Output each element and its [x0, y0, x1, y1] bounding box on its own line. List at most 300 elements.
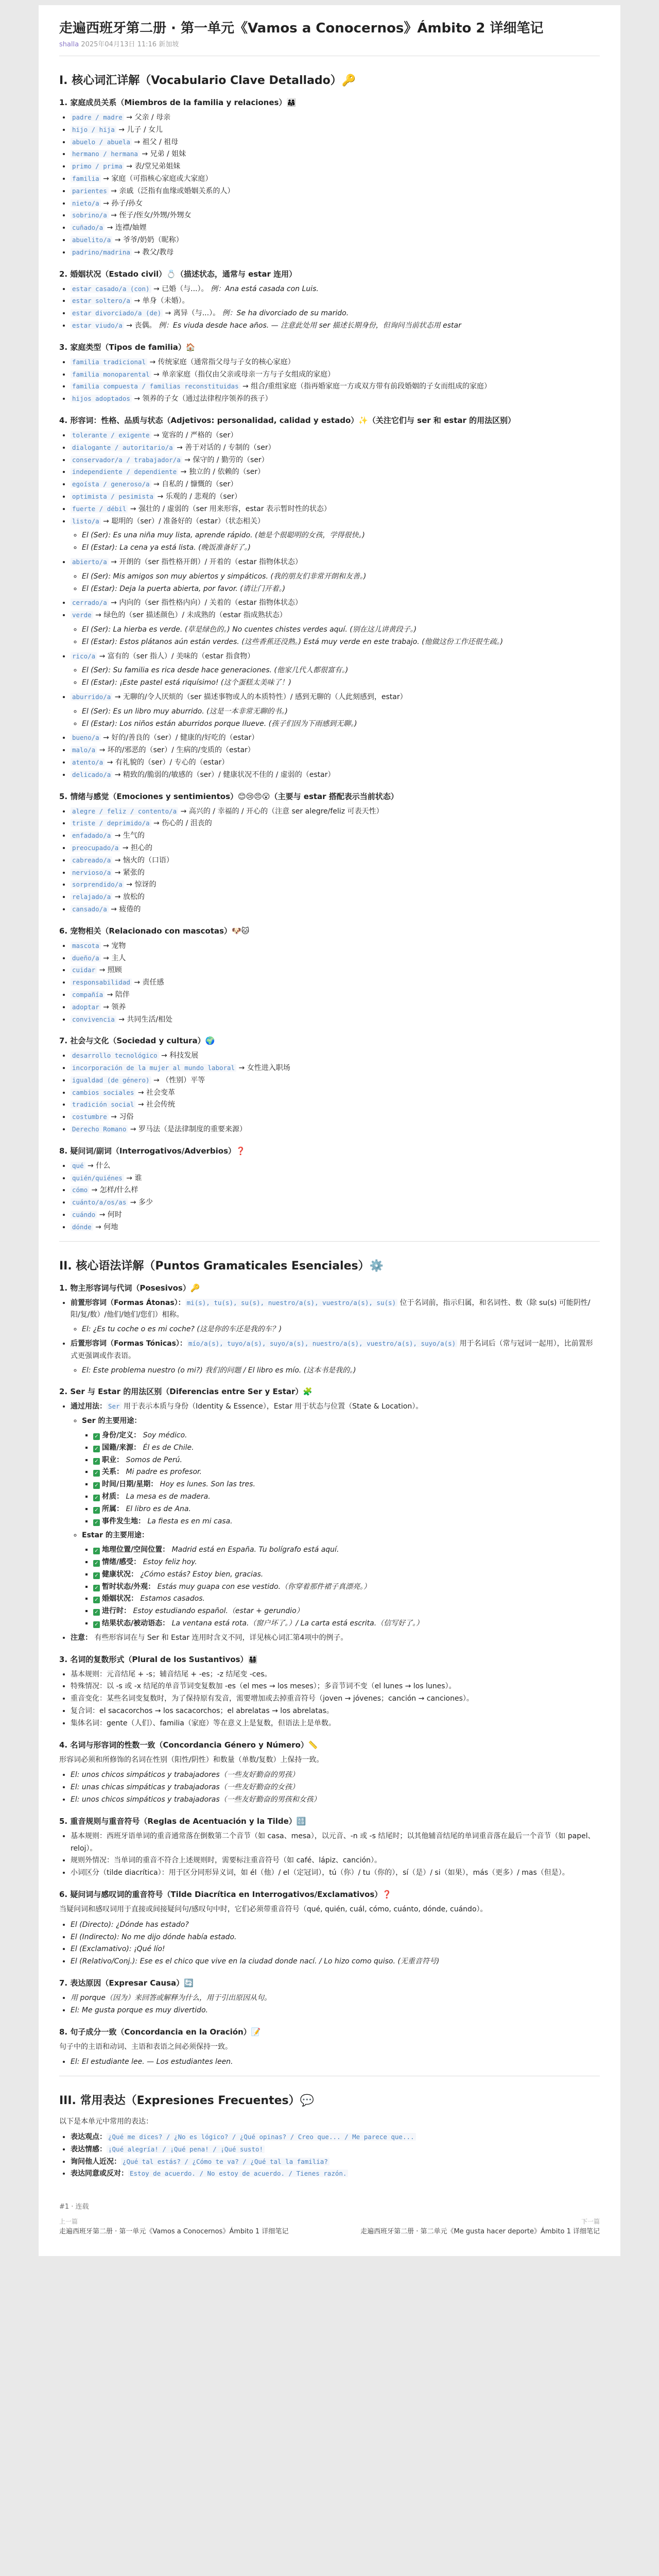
list-item [93, 1618, 600, 1630]
list [59, 2056, 600, 2069]
term: hijo / hija [71, 126, 116, 133]
section-heading: 5. 情绪与感觉（Emociones y sentimientos）😊😢😠😮（主要与 estar 搭配表示当前状态） [59, 791, 398, 801]
section-intro: 以下是本单元中常用的表达： [59, 2117, 153, 2126]
term: ¡Qué alegría! / ¡Qué pena! / ¡Qué susto! [107, 2145, 265, 2153]
term: quién/quiénes [71, 1174, 124, 1182]
example: La fiesta es en mi casa. [145, 1517, 233, 1526]
term: tolerante / exigente [71, 431, 151, 439]
list-item: • El: unas chicas simpáticas y trabajadoras（一些友好勤奋的女孩） [71, 1782, 600, 1794]
term: hermano / hermana [71, 150, 140, 158]
list-item: • estar soltero/a → 单身（未婚）。 [71, 295, 600, 308]
publish-date: 2025年04月13日 11:16 新加坡 [81, 41, 179, 49]
list-item: • hijo / hija → 儿子 / 女儿 [71, 124, 600, 137]
list-item: • cerrado/a → 内向的（ser 指性格内向）/ 关着的（estar 指物体状态） [71, 597, 600, 609]
check-icon: ✓ [93, 1482, 100, 1489]
example: La mesa es de madera. [124, 1493, 211, 1501]
term: mío/a(s), tuyo/a(s), suyo/a(s), nuestro/a(s), vuestro/a(s), suyo/a(s) [187, 1340, 457, 1347]
list-item: ◦ El (Estar): Estos plátanos aún están verdes. (这些香蕉还没熟。) Está muy verde en este trabajo. (他做这份工作还很生疏。) [82, 636, 600, 649]
list-item: • 注意： 有些形容词在与 Ser 和 Estar 连用时含义不同，详见核心词汇第4项中的例子。 [71, 1632, 600, 1645]
list-item: ◦ El (Ser): Es un libro muy aburrido. (这是一本非常无聊的书。) [82, 706, 600, 718]
list-item: • estar divorciado/a (de) → 离异（与...）。 例：Se ha divorciado de su marido. [71, 308, 600, 320]
list-item: • cansado/a → 疲倦的 [71, 904, 600, 916]
term: cabreado/a [71, 856, 112, 864]
list [59, 1769, 600, 1806]
term: padre / madre [71, 113, 124, 121]
list-item: • 用 porque（因为）来回答或解释为什么，用于引出原因从句。 [71, 1992, 600, 2005]
term: cuánto/a/os/as [71, 1198, 128, 1206]
list-item: • delicado/a → 精致的/脆弱的/敏感的（ser）/ 健康状况不佳的 / 虚弱的（estar） [71, 769, 600, 782]
author-link[interactable]: shalla [59, 41, 79, 49]
list-item: • estar viudo/a → 丧偶。 例：Es viuda desde hace años. — 注意此处用 ser 描述长期身份，但询问当前状态用 estar [71, 320, 600, 332]
list-item: • 特殊情况：以 -s 或 -x 结尾的单音节词变复数加 -es（el mes → los meses）；多音节词不变（el lunes → los lunes）。 [71, 1681, 600, 1693]
article-meta [59, 39, 600, 48]
label: 关系： [102, 1468, 124, 1477]
term: mascota [71, 942, 101, 950]
article-title: 走遍西班牙第二册 · 第一单元《Vamos a Conocernos》Ámbito 2 详细笔记 [59, 21, 544, 36]
list-item: ◦ El: ¿Es tu coche o es mi coche? (这是你的车还是我的车？) [82, 1324, 600, 1336]
list-item: • El (Relativo/Conj.): Ese es el chico que vive en la ciudad donde nací. / Lo hizo como quiso. (无重音符号) [71, 1956, 600, 1968]
term: tradición social [71, 1100, 135, 1108]
grammar-sections [59, 1282, 600, 2069]
label: 表达同意或反对： [71, 2170, 128, 2178]
list-item: • enfadado/a → 生气的 [71, 830, 600, 842]
list-item: • 基本规则：元音结尾 + -s；辅音结尾 + -es；-z 结尾变 -ces。 [71, 1669, 600, 1681]
list-item: • quién/quiénes → 谁 [71, 1173, 600, 1185]
term: ¿Qué me dices? / ¿No es lógico? / ¿Qué opinas? / Creo que... / Me parece que... [107, 2133, 416, 2141]
term: cerrado/a [71, 599, 109, 606]
term: enfadado/a [71, 832, 112, 839]
list-item: • sorprendido/a → 惊讶的 [71, 879, 600, 891]
list-item: • triste / deprimido/a → 伤心的 / 沮丧的 [71, 818, 600, 830]
list-item [82, 1530, 600, 1630]
check-icon: ✓ [93, 1470, 100, 1477]
list-item [93, 1605, 600, 1618]
list-item: • padrino/madrina → 教父/教母 [71, 247, 600, 259]
example: Estoy estudiando español.（estar + gerundio） [131, 1607, 304, 1616]
list-item: • costumbre → 习俗 [71, 1111, 600, 1124]
list-item: • cuidar → 照顾 [71, 964, 600, 977]
term: familia tradicional [71, 358, 147, 366]
list-item: • desarrollo tecnológico → 科技发展 [71, 1050, 600, 1062]
list-item: • 通过用法： Ser 用于表示本质与身份（Identity & Essence），Estar 用于状态与位置（State & Location）。 ◦ Ser 的主要用途： ▪ ✓ 身份/定义： Soy médico. ▪ ✓ 国籍/来源： Él es de Chile. ▪ ✓ 职业： Somos de Perú. ▪ ✓ 关系： Mi padre es profesor. ▪ ✓ 时间/日期/星期： Hoy es lunes. Son las tres. ▪ ✓ 材质： La mesa es de madera. ▪ ✓ 所属： El libro es de Ana. ▪ ✓ 事件发生地： La fiesta es en mi casa. ◦ Estar 的主要用途： ▪ ✓ 地理位置/空间位置： Madrid está en España. Tu bolígrafo está aquí. ▪ ✓ 情绪/感受： Estoy feliz hoy. ▪ ✓ 健康状况： ¿Cómo estás? Estoy bien, gracias. ▪ ✓ 暂时状态/外观： Estás muy guapa con ese vestido.（你穿着那件裙子真漂亮。） ▪ ✓ 婚姻状况： Estamos casados. ▪ ✓ 进行时： Estoy estudiando español.（estar + gerundio） ▪ ✓ 结果状态/被动语态： La ventana está rota.（窗户坏了。）/ La carta está escrita.（信写好了。） [71, 1401, 600, 1630]
term: hijos adoptados [71, 395, 132, 402]
list [59, 1669, 600, 1730]
term: cuándo [71, 1211, 97, 1218]
list-item: • convivencia → 共同生活/相处 [71, 1014, 600, 1026]
list [59, 1401, 600, 1644]
term: listo/a [71, 517, 101, 525]
list-item: • relajado/a → 放松的 [71, 891, 600, 904]
list-item: • cómo → 怎样/什么样 [71, 1184, 600, 1197]
list-item: • tolerante / exigente → 宽容的 / 严格的（ser） [71, 430, 600, 442]
term: verde [71, 611, 93, 619]
label: 健康状况： [102, 1570, 138, 1579]
list-item: ◦ El (Ser): La hierba es verde. (草是绿色的。) No cuentes chistes verdes aquí. (别在这儿讲黄段子。) [82, 624, 600, 636]
term: responsabilidad [71, 978, 132, 986]
example: Estamos casados. [138, 1595, 205, 1603]
list-item: • 基本规则：西班牙语单词的重音通常落在倒数第二个音节（如 casa、mesa），以元音、-n 或 -s 结尾时；以其他辅音结尾的单词重音落在最后一个音节（如 papel、reloj）。 [71, 1831, 600, 1855]
term: bueno/a [71, 734, 101, 741]
list-item: • egoísta / generoso/a → 自私的 / 慷慨的（ser） [71, 479, 600, 491]
list-item: • independiente / dependiente → 独立的 / 依赖的（ser） [71, 466, 600, 479]
list-item [71, 2156, 600, 2168]
term: relajado/a [71, 893, 112, 901]
list [71, 530, 600, 554]
article [39, 5, 620, 2256]
list-item [93, 1430, 600, 1442]
list-item: • sobrino/a → 侄子/侄女/外甥/外甥女 [71, 210, 600, 222]
term: nervioso/a [71, 869, 112, 876]
list-item: • optimista / pesimista → 乐观的 / 悲观的（ser） [71, 491, 600, 503]
term: cansado/a [71, 905, 109, 913]
term: optimista / pesimista [71, 493, 155, 500]
list [71, 706, 600, 731]
term: Estoy de acuerdo. / No estoy de acuerdo. / Tienes razón. [128, 2170, 348, 2177]
term: cambios sociales [71, 1089, 135, 1096]
example: Somos de Perú. [124, 1455, 182, 1464]
vocab-list [59, 1050, 600, 1136]
list-item: • malo/a → 坏的/邪恶的（ser）/ 生病的/变质的（estar） [71, 744, 600, 757]
vocab-list [59, 283, 600, 332]
list-item: • dialogante / autoritario/a → 善于对话的 / 专制的（ser） [71, 442, 600, 454]
list [59, 1992, 600, 2017]
list-item [93, 1466, 600, 1479]
list-item: • qué → 什么 [71, 1160, 600, 1173]
label: 地理位置/空间位置： [102, 1546, 170, 1554]
list-item: • 小词区分（tilde diacrítica）：用于区分同形异义词，如 él（他）/ el（定冠词），tú（你）/ tu（你的），sí（是）/ si（如果），más（更多）/ mas（但是）。 [71, 1867, 600, 1879]
section-heading: 4. 名词与形容词的性数一致（Concordancia Género y Número）📏 [59, 1740, 318, 1750]
section-heading: 4. 形容词：性格、品质与状态（Adjetivos: personalidad, calidad y estado）✨（关注它们与 ser 和 estar 的用法区别） [59, 416, 516, 426]
check-icon: ✓ [93, 1507, 100, 1514]
list-item: • 复合词：el sacacorchos → los sacacorchos；el abrelatas → los abrelatas。 [71, 1705, 600, 1718]
vocab-sections [59, 97, 600, 1234]
list-item: • estar casado/a (con) → 已婚（与...）。 例：Ana está casada con Luis. [71, 283, 600, 296]
check-icon: ✓ [93, 1585, 100, 1591]
term: aburrido/a [71, 693, 112, 701]
example: 例：Es viuda desde hace años. — 注意此处用 ser 描述长期身份，但询问当前状态用 estar [158, 321, 461, 330]
example: Soy médico. [141, 1431, 187, 1440]
term: abuelo / abuela [71, 138, 132, 146]
divider [59, 1241, 600, 1242]
check-icon: ✓ [93, 1495, 100, 1501]
label: 时间/日期/星期： [102, 1480, 158, 1489]
term: cuñado/a [71, 224, 105, 231]
list-item: • parientes → 亲戚（泛指有血缘或婚姻关系的人） [71, 185, 600, 198]
section-heading: 3. 家庭类型（Tipos de familia）🏠 [59, 342, 196, 352]
vocab-list [59, 112, 600, 259]
list [82, 1544, 600, 1630]
list-item: • nieto/a → 孙子/孙女 [71, 198, 600, 210]
list-item [93, 1581, 600, 1594]
prev-article[interactable]: 上一篇 走遍西班牙第二册 · 第一单元《Vamos a Conocernos》Ámbito 1 详细笔记 [59, 2218, 289, 2236]
list-item: • incorporación de la mujer al mundo laboral → 女性进入职场 [71, 1062, 600, 1075]
term: mi(s), tu(s), su(s), nuestro/a(s), vuestro/a(s), su(s) [185, 1299, 397, 1307]
list-item: • responsabilidad → 责任感 [71, 977, 600, 989]
label: 婚姻状况： [102, 1595, 138, 1603]
term: abuelito/a [71, 236, 112, 244]
list-item: • compañía → 陪伴 [71, 989, 600, 1002]
list-item: • 集体名词：gente（人们）、familia（家庭）等在意义上是复数，但语法上是单数。 [71, 1718, 600, 1730]
list-item: • igualdad (de género) → （性别）平等 [71, 1075, 600, 1087]
label: 暂时状态/外观： [102, 1582, 155, 1591]
term: nieto/a [71, 199, 101, 207]
section-intro: 句子中的主语和动词、主语和表语之间必须保持一致。 [59, 2042, 232, 2051]
list-item: • preocupado/a → 担心的 [71, 842, 600, 855]
list-item [71, 2144, 600, 2156]
section-heading: 2. Ser 与 Estar 的用法区别（Diferencias entre Ser y Estar）🧩 [59, 1387, 313, 1397]
list-item: • familia tradicional → 传统家庭（通常指父母与子女的核心家庭） [71, 357, 600, 369]
label: 所属： [102, 1504, 124, 1513]
list-item: • rico/a → 富有的（ser 指人）/ 美味的（estar 指食物） ◦ El (Ser): Su familia es rica desde hace generaciones. (他家几代人都很富有。) ◦ El (Estar): ¡Este pastel está riquísimo! (这个蛋糕太美味了！) [71, 651, 600, 689]
tags[interactable]: #1 · 连载 [59, 2203, 89, 2211]
term: abierto/a [71, 558, 109, 566]
label: 结果状态/被动语态： [102, 1619, 170, 1628]
term: atento/a [71, 758, 105, 766]
section-intro: 当疑问词和感叹词用于直接或间接疑问句/感叹句中时，它们必须带重音符号（qué, quién, cuál, cómo, cuánto, dónde, cuándo）。 [59, 1905, 488, 1913]
term: fuerte / débil [71, 505, 128, 513]
term: malo/a [71, 746, 97, 754]
part2-heading: II. 核心语法详解（Puntos Gramaticales Esenciales）⚙️ [59, 1259, 384, 1273]
check-icon: ✓ [93, 1621, 100, 1628]
list-item: • El: unos chicos simpáticos y trabajadoras（一些友好勤奋的男孩和女孩） [71, 1794, 600, 1806]
example: Hoy es lunes. Son las tres. [158, 1480, 255, 1489]
list-item: • abuelito/a → 爷爷/奶奶（昵称） [71, 234, 600, 247]
label: 通过用法： [71, 1402, 107, 1411]
section-heading: 2. 婚姻状况（Estado civil）💍（描述状态，通常与 estar 连用） [59, 269, 297, 279]
section-heading: 6. 宠物相关（Relacionado con mascotas）🐶🐱 [59, 926, 250, 936]
list-item: • El (Directo): ¿Dónde has estado? [71, 1919, 600, 1931]
term: Derecho Romano [71, 1125, 128, 1133]
list-item: • bueno/a → 好的/善良的（ser）/ 健康的/好吃的（estar） [71, 732, 600, 744]
section-heading: 6. 疑问词与感叹词的重音符号（Tilde Diacrítica en Interrogativos/Exclamativos）❓ [59, 1889, 392, 1899]
part1-heading: I. 核心词汇详解（Vocabulario Clave Detallado）🔑 [59, 74, 356, 88]
list-item [93, 1442, 600, 1454]
list [71, 571, 600, 596]
vocab-list [59, 806, 600, 916]
list-item: • 重音变化：某些名词变复数时，为了保持原有发音，需要增加或去掉重音符号（joven → jóvenes；canción → canciones）。 [71, 1693, 600, 1705]
label: 后置形容词（Formas Tónicas）： [71, 1340, 187, 1348]
list-item: • Derecho Romano → 罗马法（是法律制度的重要来源） [71, 1124, 600, 1136]
list [71, 665, 600, 689]
list-item: • tradición social → 社会传统 [71, 1099, 600, 1111]
check-icon: ✓ [93, 1597, 100, 1603]
section-heading: 1. 家庭成员关系（Miembros de la familia y relaciones）👨‍👩‍👧 [59, 98, 297, 108]
example: Mi padre es profesor. [124, 1468, 202, 1477]
term: costumbre [71, 1113, 109, 1121]
list-item: • cabreado/a → 恼火的（口语） [71, 855, 600, 867]
example: El libro es de Ana. [124, 1504, 191, 1513]
list [71, 1415, 600, 1528]
list-item: • conservador/a / trabajador/a → 保守的 / 勤劳的（ser） [71, 454, 600, 467]
term: convivencia [71, 1015, 116, 1023]
list-item: • familia monoparental → 单亲家庭（指仅由父亲或母亲一方与子女组成的家庭） [71, 369, 600, 381]
term: Ser [107, 1402, 122, 1410]
term: dialogante / autoritario/a [71, 444, 175, 451]
list-item: • familia → 家庭（可指核心家庭或大家庭） [71, 173, 600, 185]
term: sobrino/a [71, 211, 109, 219]
term: rico/a [71, 652, 97, 660]
expressions-section [59, 2116, 600, 2180]
list-item: ◦ El: Este problema nuestro (o mi?) 我们的问题 / El libro es mío. (这本书是我的。) [82, 1365, 600, 1377]
label: 表达观点： [71, 2132, 107, 2141]
example: La ventana está rota.（窗户坏了。）/ La carta está escrita.（信写好了。） [169, 1619, 424, 1628]
example: Él es de Chile. [141, 1443, 194, 1452]
term: estar viudo/a [71, 321, 124, 329]
vocab-list [59, 357, 600, 405]
label: 情绪/感受： [102, 1558, 141, 1566]
list-item: • verde → 绿色的（ser 描述颜色）/ 未成熟的（estar 指成熟状态） ◦ El (Ser): La hierba es verde. (草是绿色的。) No cuentes chistes verdes aquí. (别在这儿讲黄段子。) ◦ El (Estar): Estos plátanos aún están verdes. (这些香蕉还没熟。) Está muy verde en este trabajo. (他做这份工作还很生疏。) [71, 609, 600, 648]
term: adoptar [71, 1003, 101, 1011]
list [71, 1530, 600, 1630]
list-item: ◦ El (Estar): Deja la puerta abierta, por favor. (请让门开着。) [82, 583, 600, 596]
label: 进行时： [102, 1607, 131, 1616]
list-item: • hermano / hermana → 兄弟 / 姐妹 [71, 148, 600, 161]
term: cómo [71, 1186, 89, 1194]
list-item: • padre / madre → 父亲 / 母亲 [71, 112, 600, 124]
check-icon: ✓ [93, 1548, 100, 1554]
check-icon: ✓ [93, 1446, 100, 1452]
list-item: • El (Indirecto): No me dijo dónde había estado. [71, 1931, 600, 1944]
label: 国籍/来源： [102, 1443, 141, 1452]
term: estar soltero/a [71, 297, 132, 304]
label: 事件发生地： [102, 1517, 145, 1526]
term: alegre / feliz / contento/a [71, 807, 178, 815]
term: delicado/a [71, 771, 112, 778]
list [59, 1919, 600, 1968]
term: familia [71, 175, 101, 182]
vocab-list [59, 430, 600, 782]
list-item: • primo / prima → 表/堂兄弟姐妹 [71, 161, 600, 173]
list-item [93, 1593, 600, 1605]
term: familia compuesta / familias reconstituidas [71, 382, 240, 390]
list-item: • 规则外情况：当单词的重音不符合上述规则时，需要标注重音符号（如 café、lápiz、canción）。 [71, 1855, 600, 1867]
list-item: • atento/a → 有礼貌的（ser）/ 专心的（estar） [71, 757, 600, 769]
label: 材质： [102, 1493, 124, 1501]
term: ¿Qué tal estás? / ¿Cómo te va? / ¿Qué tal la familia? [121, 2158, 330, 2165]
list-item: • El (Exclamativo): ¡Qué lío! [71, 1943, 600, 1956]
list-item: • cuñado/a → 连襟/妯娌 [71, 222, 600, 234]
term: desarrollo tecnológico [71, 1052, 159, 1059]
section-heading: 8. 句子成分一致（Concordancia en la Oración）📝 [59, 2027, 261, 2037]
term: parientes [71, 187, 109, 195]
label: Ser 的主要用途： [82, 1417, 142, 1426]
list [71, 1324, 600, 1336]
example: ¿Cómo estás? Estoy bien, gracias. [138, 1570, 264, 1579]
list-item [71, 2131, 600, 2144]
list [71, 624, 600, 649]
list-item: • fuerte / débil → 强壮的 / 虚弱的（ser 用来形容，estar 表示暂时性的状态） [71, 503, 600, 516]
section-heading: 7. 社会与文化（Sociedad y cultura）🌍 [59, 1036, 215, 1046]
list-item: • alegre / feliz / contento/a → 高兴的 / 幸福的 / 开心的（注意 ser alegre/feliz 可表天性） [71, 806, 600, 818]
list-item: • familia compuesta / familias reconstituidas → 组合/重组家庭（指再婚家庭一方或双方带有前段婚姻的子女而组成的家庭） [71, 381, 600, 393]
list-item: ◦ El (Ser): Su familia es rica desde hace generaciones. (他家几代人都很富有。) [82, 665, 600, 677]
label: 身份/定义： [102, 1431, 141, 1440]
label: 职业： [102, 1455, 124, 1464]
check-icon: ✓ [93, 1609, 100, 1616]
label: 询问他人近况： [71, 2157, 121, 2166]
list-item: • El: El estudiante lee. — Los estudiantes leen. [71, 2056, 600, 2069]
term: estar casado/a (con) [71, 285, 151, 293]
example: 例：Se ha divorciado de su marido. [222, 309, 349, 318]
list-item [93, 1491, 600, 1503]
list-item: • dueño/a → 主人 [71, 953, 600, 965]
example: Madrid está en España. Tu bolígrafo está aquí. [169, 1546, 339, 1554]
list-item: • nervioso/a → 紧张的 [71, 867, 600, 879]
list-item: • El: unos chicos simpáticos y trabajadores（一些友好勤奋的男孩） [71, 1769, 600, 1782]
term: estar divorciado/a (de) [71, 309, 163, 317]
term: preocupado/a [71, 844, 120, 852]
list-item: • cuánto/a/os/as → 多少 [71, 1197, 600, 1209]
list-item: ◦ El (Ser): Mis amigos son muy abiertos y simpáticos. (我的朋友们非常开朗和友善。) [82, 571, 600, 583]
article-nav [59, 2201, 600, 2235]
label: 前置形容词（Formas Átonas）： [71, 1298, 185, 1307]
list-item: • dónde → 何地 [71, 1222, 600, 1234]
section-heading: 5. 重音规则与重音符号（Reglas de Acentuación y la Tilde）🔠 [59, 1816, 306, 1826]
list-item: • hijos adoptados → 领养的子女（通过法律程序领养的孩子） [71, 393, 600, 405]
list [71, 1365, 600, 1377]
list-item: ◦ El (Estar): La cena ya está lista. (晚饭准备好了。) [82, 542, 600, 554]
list [59, 1297, 600, 1377]
list-item: • cuándo → 何时 [71, 1209, 600, 1222]
term: conservador/a / trabajador/a [71, 456, 182, 464]
example: 例：Ana está casada con Luis. [210, 284, 319, 293]
list-item: • 后置形容词（Formas Tónicas）： mío/a(s), tuyo/a(s), suyo/a(s), nuestro/a(s), vuestro/a(s), suyo/a(s) 用于名词后（常与冠词一起用），比前置形式更强调或作表语。 ◦ El: Este problema nuestro (o mi?) 我们的问题 / El libro es mío. (这本书是我的。) [71, 1338, 600, 1377]
list-item: • adoptar → 领养 [71, 1002, 600, 1014]
term: cuidar [71, 966, 97, 974]
example: Estoy feliz hoy. [141, 1558, 197, 1566]
list-item: • aburrido/a → 无聊的/令人厌烦的（ser 描述事物或人的本质特性）/ 感到无聊的（人此刻感到，estar） ◦ El (Ser): Es un libro muy aburrido. (这是一本非常无聊的书。) ◦ El (Estar): Los niños están aburridos porque llueve. (孩子们因为下雨感到无聊。) [71, 691, 600, 730]
list-item: • 前置形容词（Formas Átonas）： mi(s), tu(s), su(s), nuestro/a(s), vuestro/a(s), su(s) 位于名词前，指示归属，和名词性、数（除 su(s) 可能阴性/阳/复/数）/他们/她们/您们）相称。 ◦ El: ¿Es tu coche o es mi coche? (这是你的车还是我的车？) [71, 1297, 600, 1336]
list-item [93, 1544, 600, 1556]
list-item: • mascota → 宠物 [71, 940, 600, 953]
list-item [93, 1454, 600, 1467]
list-item [93, 1569, 600, 1581]
term: incorporación de la mujer al mundo laboral [71, 1064, 236, 1072]
label: 表达情感： [71, 2145, 107, 2154]
next-article[interactable]: 下一篇 走遍西班牙第二册 · 第二单元《Me gusta hacer deporte》Ámbito 1 详细笔记 [360, 2218, 600, 2236]
list-item: ◦ El (Estar): ¡Este pastel está riquísimo! (这个蛋糕太美味了！) [82, 677, 600, 689]
list-item [93, 1503, 600, 1516]
term: igualdad (de género) [71, 1076, 151, 1084]
list-item: ◦ El (Estar): Los niños están aburridos porque llueve. (孩子们因为下雨感到无聊。) [82, 718, 600, 731]
list-item: • abuelo / abuela → 祖父 / 祖母 [71, 137, 600, 149]
list-item [93, 1479, 600, 1491]
term: padrino/madrina [71, 248, 132, 256]
section-heading: 3. 名词的复数形式（Plural de los Sustantivos）👨‍👩‍👧‍👦 [59, 1654, 258, 1664]
label: Estar 的主要用途： [82, 1531, 149, 1540]
term: familia monoparental [71, 370, 151, 378]
list [82, 1430, 600, 1528]
term: primo / prima [71, 162, 124, 170]
section-intro: 形容词必须和所修饰的名词在性别（阳性/阴性）和数量（单数/复数）上保持一致。 [59, 1755, 324, 1764]
vocab-list [59, 940, 600, 1026]
list-item: • listo/a → 聪明的（ser）/ 准备好的（estar）（状态相关） ◦ El (Ser): Es una niña muy lista, aprende rápido. (她是个很聪明的女孩，学得很快。) ◦ El (Estar): La cena ya está lista. (晚饭准备好了。) [71, 516, 600, 554]
list-item [93, 1516, 600, 1528]
term: triste / deprimido/a [71, 819, 151, 827]
section-heading: 1. 物主形容词与代词（Posesivos）🔑 [59, 1283, 200, 1293]
check-icon: ✓ [93, 1433, 100, 1440]
term: dueño/a [71, 954, 101, 962]
list [59, 2131, 600, 2180]
section-heading: 8. 疑问词/副词（Interrogativos/Adverbios）❓ [59, 1146, 246, 1156]
term: compañía [71, 991, 105, 998]
list-item: • abierto/a → 开朗的（ser 指性格开朗）/ 开着的（estar 指物体状态） ◦ El (Ser): Mis amigos son muy abiertos y simpáticos. (我的朋友们非常开朗和友善。) ◦ El (Estar): Deja la puerta abierta, por favor. (请让门开着。) [71, 556, 600, 595]
list [59, 1831, 600, 1879]
list-item: • cambios sociales → 社会变革 [71, 1087, 600, 1099]
section-heading: 7. 表达原因（Expresar Causa）🔄 [59, 1978, 194, 1988]
list-item: ◦ El (Ser): Es una niña muy lista, aprende rápido. (她是个很聪明的女孩，学得很快。) [82, 530, 600, 542]
vocab-list [59, 1160, 600, 1234]
